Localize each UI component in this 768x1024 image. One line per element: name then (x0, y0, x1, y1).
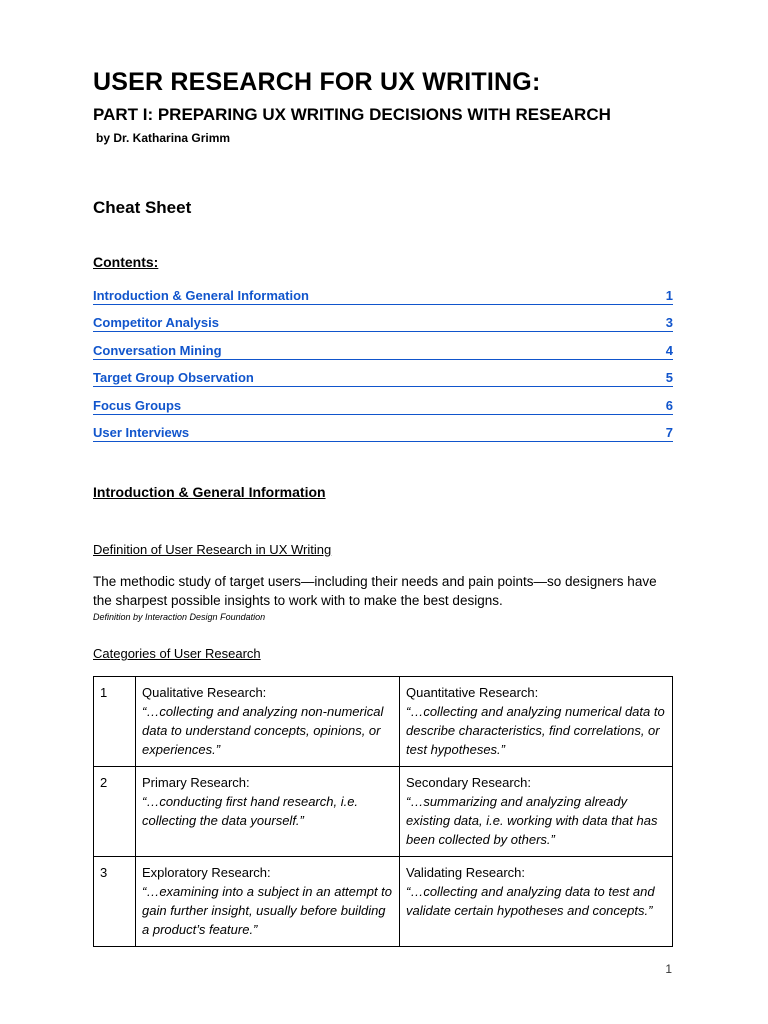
document-title: USER RESEARCH FOR UX WRITING: (93, 68, 541, 96)
category-title: Quantitative Research: (406, 685, 539, 700)
category-title: Qualitative Research: (142, 685, 267, 700)
category-quote: “…collecting and analyzing data to test and validate certain hypotheses and concepts.” (406, 884, 655, 918)
toc-page-number: 7 (665, 425, 673, 440)
row-number: 3 (94, 857, 136, 947)
category-quote: “…collecting and analyzing numerical data to describe characteristics, find correlations, or test hypotheses.” (406, 704, 665, 757)
toc-link-conversation-mining[interactable] (93, 332, 673, 360)
intro-section-heading: Introduction & General Information (93, 484, 326, 500)
toc-link-label: Conversation Mining (93, 342, 222, 358)
category-quote: “…collecting and analyzing non-numerical data to understand concepts, opinions, or experiences.” (142, 704, 384, 757)
category-cell (400, 767, 673, 857)
toc-link-label: Focus Groups (93, 397, 182, 413)
row-number: 1 (94, 677, 136, 767)
document-subtitle: PART I: PREPARING UX WRITING DECISIONS WITH RESEARCH (93, 105, 611, 124)
toc-page-number: 6 (665, 397, 673, 413)
category-quote: “…summarizing and analyzing already existing data, i.e. working with data that has been collected by others.” (406, 794, 658, 847)
categories-table (93, 676, 673, 947)
category-cell (400, 857, 673, 947)
toc-link-focus-groups[interactable] (93, 387, 673, 415)
category-cell (136, 767, 400, 857)
table-row (94, 767, 673, 857)
category-quote: “…conducting first hand research, i.e. collecting the data yourself.” (142, 794, 359, 828)
category-cell (136, 677, 400, 767)
toc-page-number: 3 (665, 315, 673, 330)
toc-link-user-interviews[interactable] (93, 415, 673, 443)
page-number: 1 (665, 962, 672, 976)
table-row (94, 857, 673, 947)
author-line: by Dr. Katharina Grimm (96, 131, 231, 145)
toc-link-label: Competitor Analysis (93, 315, 219, 330)
definition-heading: Definition of User Research in UX Writing (93, 542, 332, 557)
contents-label: Contents: (93, 254, 159, 270)
category-title: Secondary Research: (406, 775, 532, 790)
category-title: Validating Research: (406, 865, 525, 880)
toc-link-label: User Interviews (93, 425, 190, 440)
category-cell (136, 857, 400, 947)
toc-link-competitor-analysis[interactable] (93, 305, 673, 333)
definition-source: Definition by Interaction Design Foundation (93, 612, 266, 622)
toc-page-number: 5 (665, 370, 673, 385)
categories-heading: Categories of User Research (93, 646, 261, 661)
toc-page-number: 1 (665, 287, 673, 303)
toc-link-introduction[interactable] (93, 277, 673, 305)
table-row (94, 677, 673, 767)
category-quote: “…examining into a subject in an attempt to gain further insight, usually before building a product’s feature.” (142, 884, 393, 937)
category-cell (400, 677, 673, 767)
toc-page-number: 4 (665, 342, 673, 358)
category-title: Exploratory Research: (142, 865, 271, 880)
toc-link-label: Introduction & General Information (93, 287, 309, 303)
toc-link-label: Target Group Observation (93, 370, 254, 385)
toc-link-target-group-observation[interactable] (93, 360, 673, 388)
table-of-contents (93, 277, 673, 442)
category-title: Primary Research: (142, 775, 250, 790)
cheat-sheet-heading: Cheat Sheet (93, 198, 192, 217)
row-number: 2 (94, 767, 136, 857)
definition-text: The methodic study of target users—including their needs and pain points—so designers have the sharpest possible insights to work with to make the best designs. (93, 574, 657, 608)
